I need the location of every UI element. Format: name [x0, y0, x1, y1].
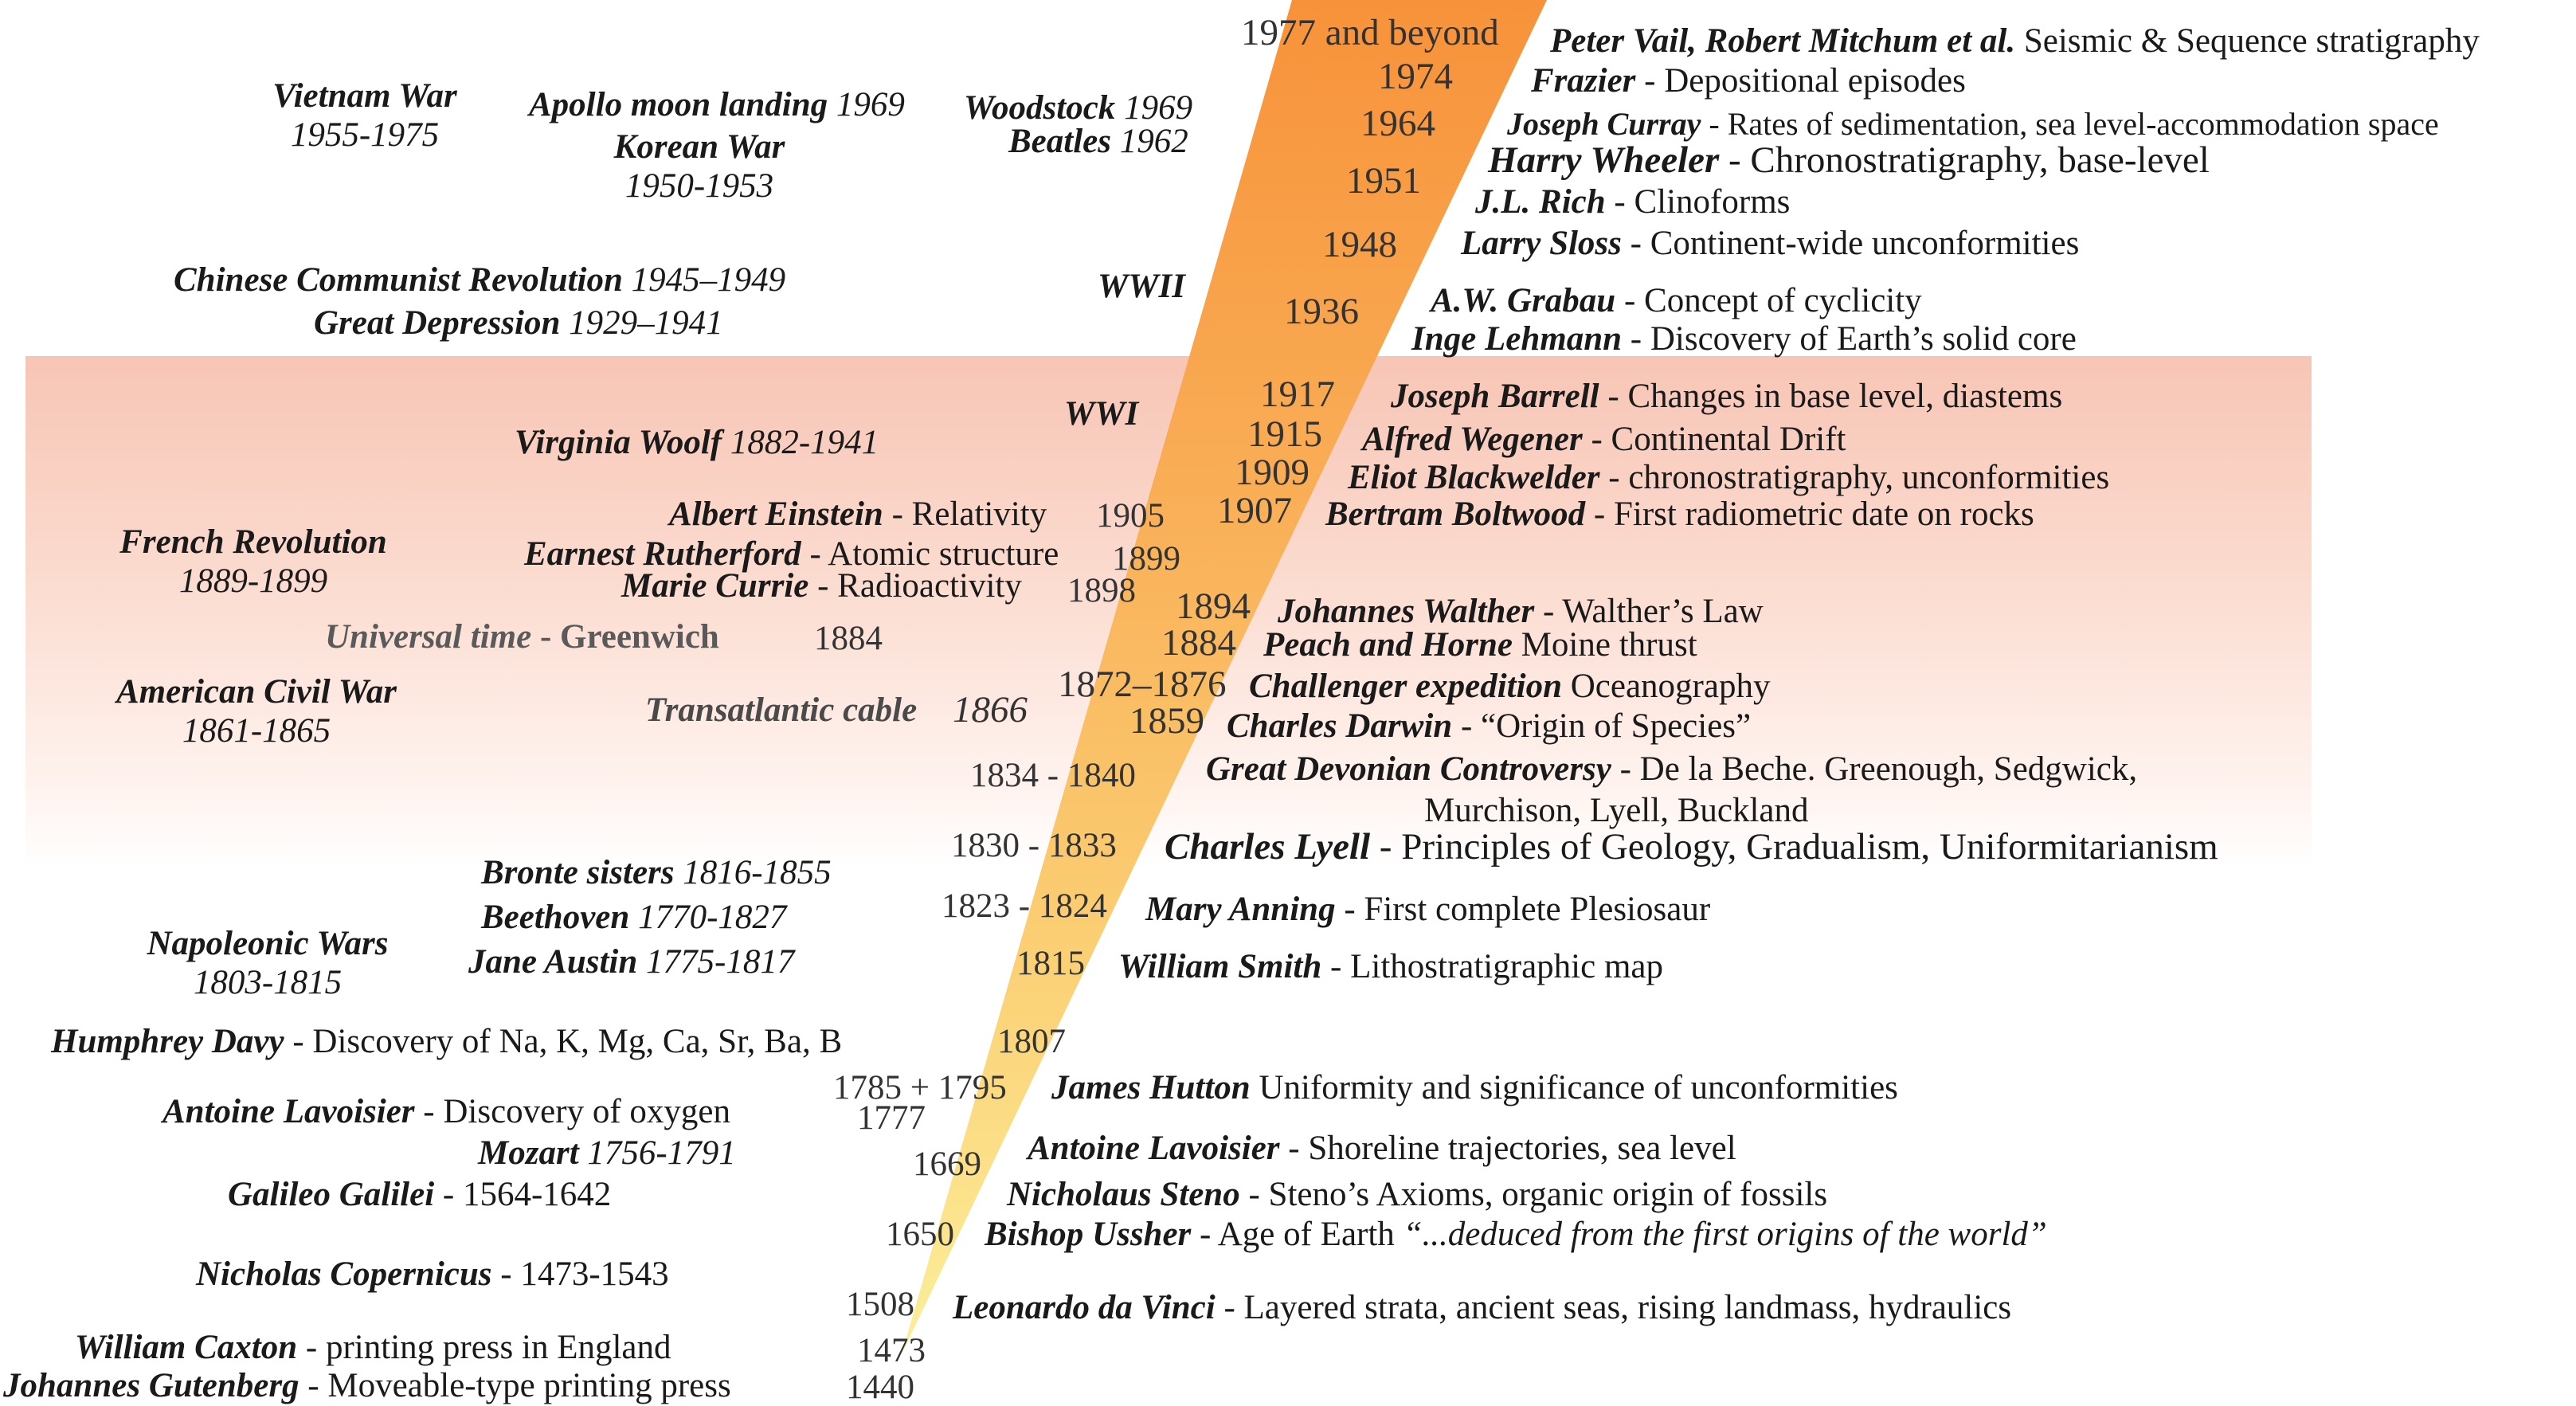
geo-vail — [1550, 24, 2480, 58]
event-apollo — [529, 88, 905, 122]
year-1669: 1669 — [913, 1146, 981, 1183]
geo-vail-desc: Seismic & Sequence stratigraphy — [2015, 22, 2480, 60]
event-korea-dates: 1950-1953 — [624, 167, 774, 206]
sci-einstein-name: Albert Einstein — [669, 495, 883, 533]
event-korea-name: Korean War — [613, 128, 785, 166]
sci-gutenberg-name: Johannes Gutenberg — [3, 1367, 299, 1404]
year-1894: 1894 — [1176, 586, 1251, 627]
geo-davinci-desc: - Layered strata, ancient seas, rising landmass, hydraulics — [1215, 1289, 2012, 1326]
year-1948: 1948 — [1322, 224, 1397, 265]
geo-lyell — [1165, 828, 2218, 866]
geo-grabau — [1431, 284, 1922, 318]
geo-vail-name: Peter Vail, Robert Mitchum et al. — [1550, 22, 2016, 60]
sci-caxton-name: William Caxton — [75, 1329, 298, 1366]
geo-wegener — [1362, 422, 1846, 456]
event-china — [174, 263, 785, 297]
sci-caxton — [75, 1330, 671, 1365]
year-1650: 1650 — [886, 1216, 954, 1253]
event-china-dates: 1945–1949 — [622, 261, 786, 299]
geo-wheeler-desc: - Chronostratigraphy, base-level — [1719, 139, 2210, 181]
event-mozart-dates: 1756-1791 — [578, 1134, 736, 1172]
geo-ussher-quote: “...deduced from the first origins of the world” — [1403, 1216, 2047, 1253]
event-civilwar-dates: 1861-1865 — [182, 712, 331, 750]
sci-davy-name: Humphrey Davy — [51, 1023, 284, 1060]
year-1815: 1815 — [1016, 945, 1085, 982]
event-woolf — [515, 425, 879, 460]
geo-blackwelder-name: Eliot Blackwelder — [1348, 459, 1600, 496]
geo-davinci-name: Leonardo da Vinci — [953, 1289, 1216, 1326]
event-french-name: French Revolution — [119, 523, 387, 561]
geo-grabau-name: A.W. Grabau — [1431, 282, 1616, 319]
year-1977: 1977 and beyond — [1241, 12, 1499, 53]
event-bronte — [481, 856, 832, 890]
geo-sloss — [1461, 226, 2079, 260]
sci-cable — [645, 693, 917, 727]
geo-smith — [1118, 950, 1663, 984]
event-china-name: Chinese Communist Revolution — [174, 261, 623, 299]
geo-anning-desc: - First complete Plesiosaur — [1335, 891, 1711, 928]
event-woodstock-dates: 1969 — [1115, 89, 1193, 127]
sci-curie-desc: - Radioactivity — [808, 567, 1022, 605]
sci-galileo — [228, 1177, 611, 1212]
geo-lyell-desc: - Principles of Geology, Gradualism, Uniformitarianism — [1370, 826, 2218, 867]
event-mozart — [478, 1136, 736, 1170]
event-wwii — [1098, 269, 1185, 304]
event-woolf-name: Virginia Woolf — [515, 424, 722, 461]
year-1823: 1823 - 1824 — [942, 887, 1107, 925]
event-vietnam-name: Vietnam War — [272, 77, 457, 115]
sci-lavoisier-name: Antoine Lavoisier — [162, 1093, 415, 1130]
sci-gutenberg — [3, 1369, 731, 1403]
geo-darwin-name: Charles Darwin — [1227, 707, 1453, 745]
geo-boltwood-desc: - First radiometric date on rocks — [1585, 495, 2034, 533]
sci-davy-desc: - Discovery of Na, K, Mg, Ca, Sr, Ba, B — [284, 1023, 843, 1060]
event-wwii-name: WWII — [1098, 268, 1185, 305]
year-1834: 1834 - 1840 — [970, 757, 1136, 794]
geo-challenger-desc: Oceanography — [1561, 668, 1771, 705]
sci-greenwich-desc: - Greenwich — [531, 618, 719, 656]
geo-hutton-desc: Uniformity and significance of unconformities — [1250, 1069, 1898, 1106]
sci-gutenberg-desc: - Moveable-type printing press — [299, 1367, 731, 1404]
geo-boltwood — [1325, 497, 2034, 531]
event-depression — [314, 306, 723, 340]
event-woodstock — [964, 91, 1192, 125]
geo-lavoisier-name: Antoine Lavoisier — [1028, 1130, 1280, 1167]
geo-rich-desc: - Clinoforms — [1605, 183, 1791, 221]
geo-davinci — [953, 1290, 2011, 1325]
event-french-dates: 1889-1899 — [178, 562, 328, 601]
sci-rutherford — [524, 537, 1059, 571]
geo-wegener-desc: - Continental Drift — [1582, 421, 1846, 458]
event-beethoven-dates: 1770-1827 — [629, 899, 787, 936]
sci-curie — [621, 569, 1022, 603]
sci-curie-name: Marie Currie — [621, 567, 809, 605]
year-1866: 1866 — [953, 689, 1028, 730]
event-vietnam — [272, 76, 456, 155]
event-napoleon-dates: 1803-1815 — [193, 964, 343, 1002]
sci-greenwich-name: Universal time — [325, 618, 532, 656]
sci-rutherford-name: Earnest Rutherford — [524, 535, 801, 573]
geo-steno-desc: - Steno’s Axioms, organic origin of fossils — [1239, 1176, 1828, 1213]
geo-wheeler — [1488, 139, 2210, 181]
geo-darwin — [1227, 709, 1751, 743]
year-1473: 1473 — [857, 1332, 926, 1369]
year-1909: 1909 — [1235, 452, 1310, 493]
year-1884-greenwich: 1884 — [814, 620, 883, 657]
year-1807: 1807 — [997, 1023, 1066, 1060]
geo-darwin-desc: - “Origin of Species” — [1452, 707, 1752, 745]
geo-barrell-desc: - Changes in base level, diastems — [1599, 378, 2063, 415]
year-1915: 1915 — [1247, 413, 1322, 455]
event-vietnam-dates: 1955-1975 — [290, 116, 440, 155]
geo-barrell-name: Joseph Barrell — [1391, 378, 1599, 415]
geo-sloss-desc: - Continent-wide unconformities — [1621, 225, 2080, 262]
geo-curray — [1507, 108, 2439, 140]
geo-ussher-name: Bishop Ussher — [985, 1216, 1192, 1253]
year-1905: 1905 — [1096, 497, 1165, 535]
event-depression-dates: 1929–1941 — [560, 304, 723, 342]
event-bronte-dates: 1816-1855 — [674, 854, 832, 891]
geo-anning-name: Mary Anning — [1145, 891, 1336, 928]
event-woodstock-name: Woodstock — [964, 89, 1116, 127]
event-french-revolution — [119, 523, 387, 601]
geo-lehmann-name: Inge Lehmann — [1411, 320, 1623, 358]
geo-devonian-name: Great Devonian Controversy — [1206, 750, 1611, 788]
year-1872: 1872–1876 — [1058, 664, 1227, 705]
geo-lehmann — [1411, 322, 2077, 356]
geo-anning — [1145, 892, 1710, 926]
sci-davy — [51, 1024, 842, 1059]
event-napoleonic-wars — [147, 924, 388, 1003]
event-austin — [468, 945, 794, 979]
geo-challenger-name: Challenger expedition — [1249, 668, 1562, 705]
geo-peach-name: Peach and Horne — [1263, 626, 1513, 664]
geo-hutton-name: James Hutton — [1051, 1069, 1251, 1106]
geo-hutton — [1051, 1071, 1898, 1105]
event-beethoven-name: Beethoven — [481, 899, 630, 936]
year-1777: 1777 — [857, 1099, 926, 1137]
geo-wegener-name: Alfred Wegener — [1362, 421, 1583, 458]
event-beethoven — [481, 900, 786, 934]
geo-blackwelder — [1348, 460, 2109, 495]
geo-devonian-desc: - De la Beche. Greenough, Sedgwick, — [1611, 750, 2138, 788]
event-korea — [614, 127, 785, 206]
geo-challenger — [1249, 669, 1770, 703]
sci-einstein-desc: - Relativity — [883, 495, 1047, 533]
geo-rich — [1475, 185, 1790, 219]
geo-smith-name: William Smith — [1118, 948, 1322, 985]
geo-lyell-name: Charles Lyell — [1165, 826, 1371, 867]
geo-grabau-desc: - Concept of cyclicity — [1615, 282, 1922, 319]
geo-walther — [1278, 594, 1764, 629]
geo-steno — [1007, 1177, 1827, 1212]
year-1951: 1951 — [1346, 160, 1421, 202]
event-depression-name: Great Depression — [314, 304, 561, 342]
year-1917: 1917 — [1260, 374, 1335, 415]
geo-walther-name: Johannes Walther — [1278, 593, 1535, 630]
geo-lavoisier — [1028, 1131, 1736, 1165]
year-1974: 1974 — [1378, 56, 1453, 97]
year-1899: 1899 — [1112, 540, 1180, 578]
sci-greenwich — [325, 620, 719, 654]
geo-steno-name: Nicholaus Steno — [1007, 1176, 1240, 1213]
geo-lehmann-desc: - Discovery of Earth’s solid core — [1622, 320, 2077, 358]
geo-peach-desc: Moine thrust — [1512, 626, 1697, 664]
year-1884-wedge: 1884 — [1161, 622, 1236, 664]
sci-lavoisier-desc: - Discovery of oxygen — [414, 1093, 730, 1130]
event-woolf-dates: 1882-1941 — [722, 424, 879, 461]
event-mozart-name: Mozart — [478, 1134, 579, 1172]
year-1898: 1898 — [1067, 572, 1136, 609]
sci-galileo-desc: - 1564-1642 — [434, 1176, 612, 1213]
sci-lavoisier — [162, 1095, 730, 1129]
geo-lavoisier-desc: - Shoreline trajectories, sea level — [1279, 1130, 1736, 1167]
sci-copernicus-desc: - 1473-1543 — [491, 1255, 669, 1293]
geo-boltwood-name: Bertram Boltwood — [1325, 495, 1586, 533]
event-beatles-dates: 1962 — [1110, 123, 1188, 160]
event-civil-war — [116, 672, 397, 751]
geo-ussher — [985, 1217, 2047, 1251]
geo-smith-desc: - Lithostratigraphic map — [1321, 948, 1663, 985]
geo-curray-desc: - Rates of sedimentation, sea level-accommodation space — [1701, 106, 2439, 142]
geo-devonian-line2: Murchison, Lyell, Buckland — [1424, 792, 1809, 829]
year-1907: 1907 — [1217, 490, 1292, 531]
geo-ussher-desc: - Age of Earth — [1191, 1216, 1403, 1253]
year-1830: 1830 - 1833 — [951, 827, 1117, 864]
sci-copernicus-name: Nicholas Copernicus — [196, 1255, 492, 1293]
sci-copernicus — [196, 1257, 669, 1291]
sci-cable-name: Transatlantic cable — [645, 691, 918, 729]
year-1964: 1964 — [1360, 103, 1435, 144]
event-austin-name: Jane Austin — [468, 943, 638, 981]
geo-frazier — [1531, 64, 1966, 98]
event-napoleon-name: Napoleonic Wars — [147, 925, 389, 962]
geo-devonian — [1206, 752, 2137, 786]
sci-caxton-desc: - printing press in England — [297, 1329, 671, 1366]
geo-sloss-name: Larry Sloss — [1461, 225, 1622, 262]
sci-einstein — [669, 497, 1047, 531]
event-beatles — [1008, 124, 1188, 159]
year-1508: 1508 — [846, 1286, 914, 1323]
event-apollo-dates: 1969 — [828, 86, 905, 123]
geo-barrell — [1391, 379, 2062, 413]
geo-frazier-name: Frazier — [1531, 62, 1636, 100]
geo-peach — [1263, 628, 1697, 662]
event-wwi-name: WWI — [1064, 395, 1139, 433]
geo-walther-desc: - Walther’s Law — [1534, 593, 1764, 630]
year-1859: 1859 — [1129, 700, 1204, 742]
event-apollo-name: Apollo moon landing — [529, 86, 828, 123]
sci-rutherford-desc: - Atomic structure — [801, 535, 1059, 573]
event-beatles-name: Beatles — [1008, 123, 1111, 160]
event-austin-dates: 1775-1817 — [637, 943, 795, 981]
year-1440: 1440 — [846, 1369, 914, 1406]
event-civilwar-name: American Civil War — [116, 673, 397, 711]
event-wwi — [1064, 397, 1138, 431]
geo-wheeler-name: Harry Wheeler — [1488, 139, 1720, 181]
sci-galileo-name: Galileo Galilei — [228, 1176, 435, 1213]
geo-frazier-desc: - Depositional episodes — [1635, 62, 1966, 100]
geo-blackwelder-desc: - chronostratigraphy, unconformities — [1599, 459, 2110, 496]
year-1785: 1785 + 1795 — [833, 1069, 1007, 1106]
year-1936: 1936 — [1284, 291, 1359, 332]
geo-rich-name: J.L. Rich — [1475, 183, 1606, 221]
event-bronte-name: Bronte sisters — [481, 854, 675, 891]
geo-curray-name: Joseph Curray — [1507, 106, 1701, 142]
